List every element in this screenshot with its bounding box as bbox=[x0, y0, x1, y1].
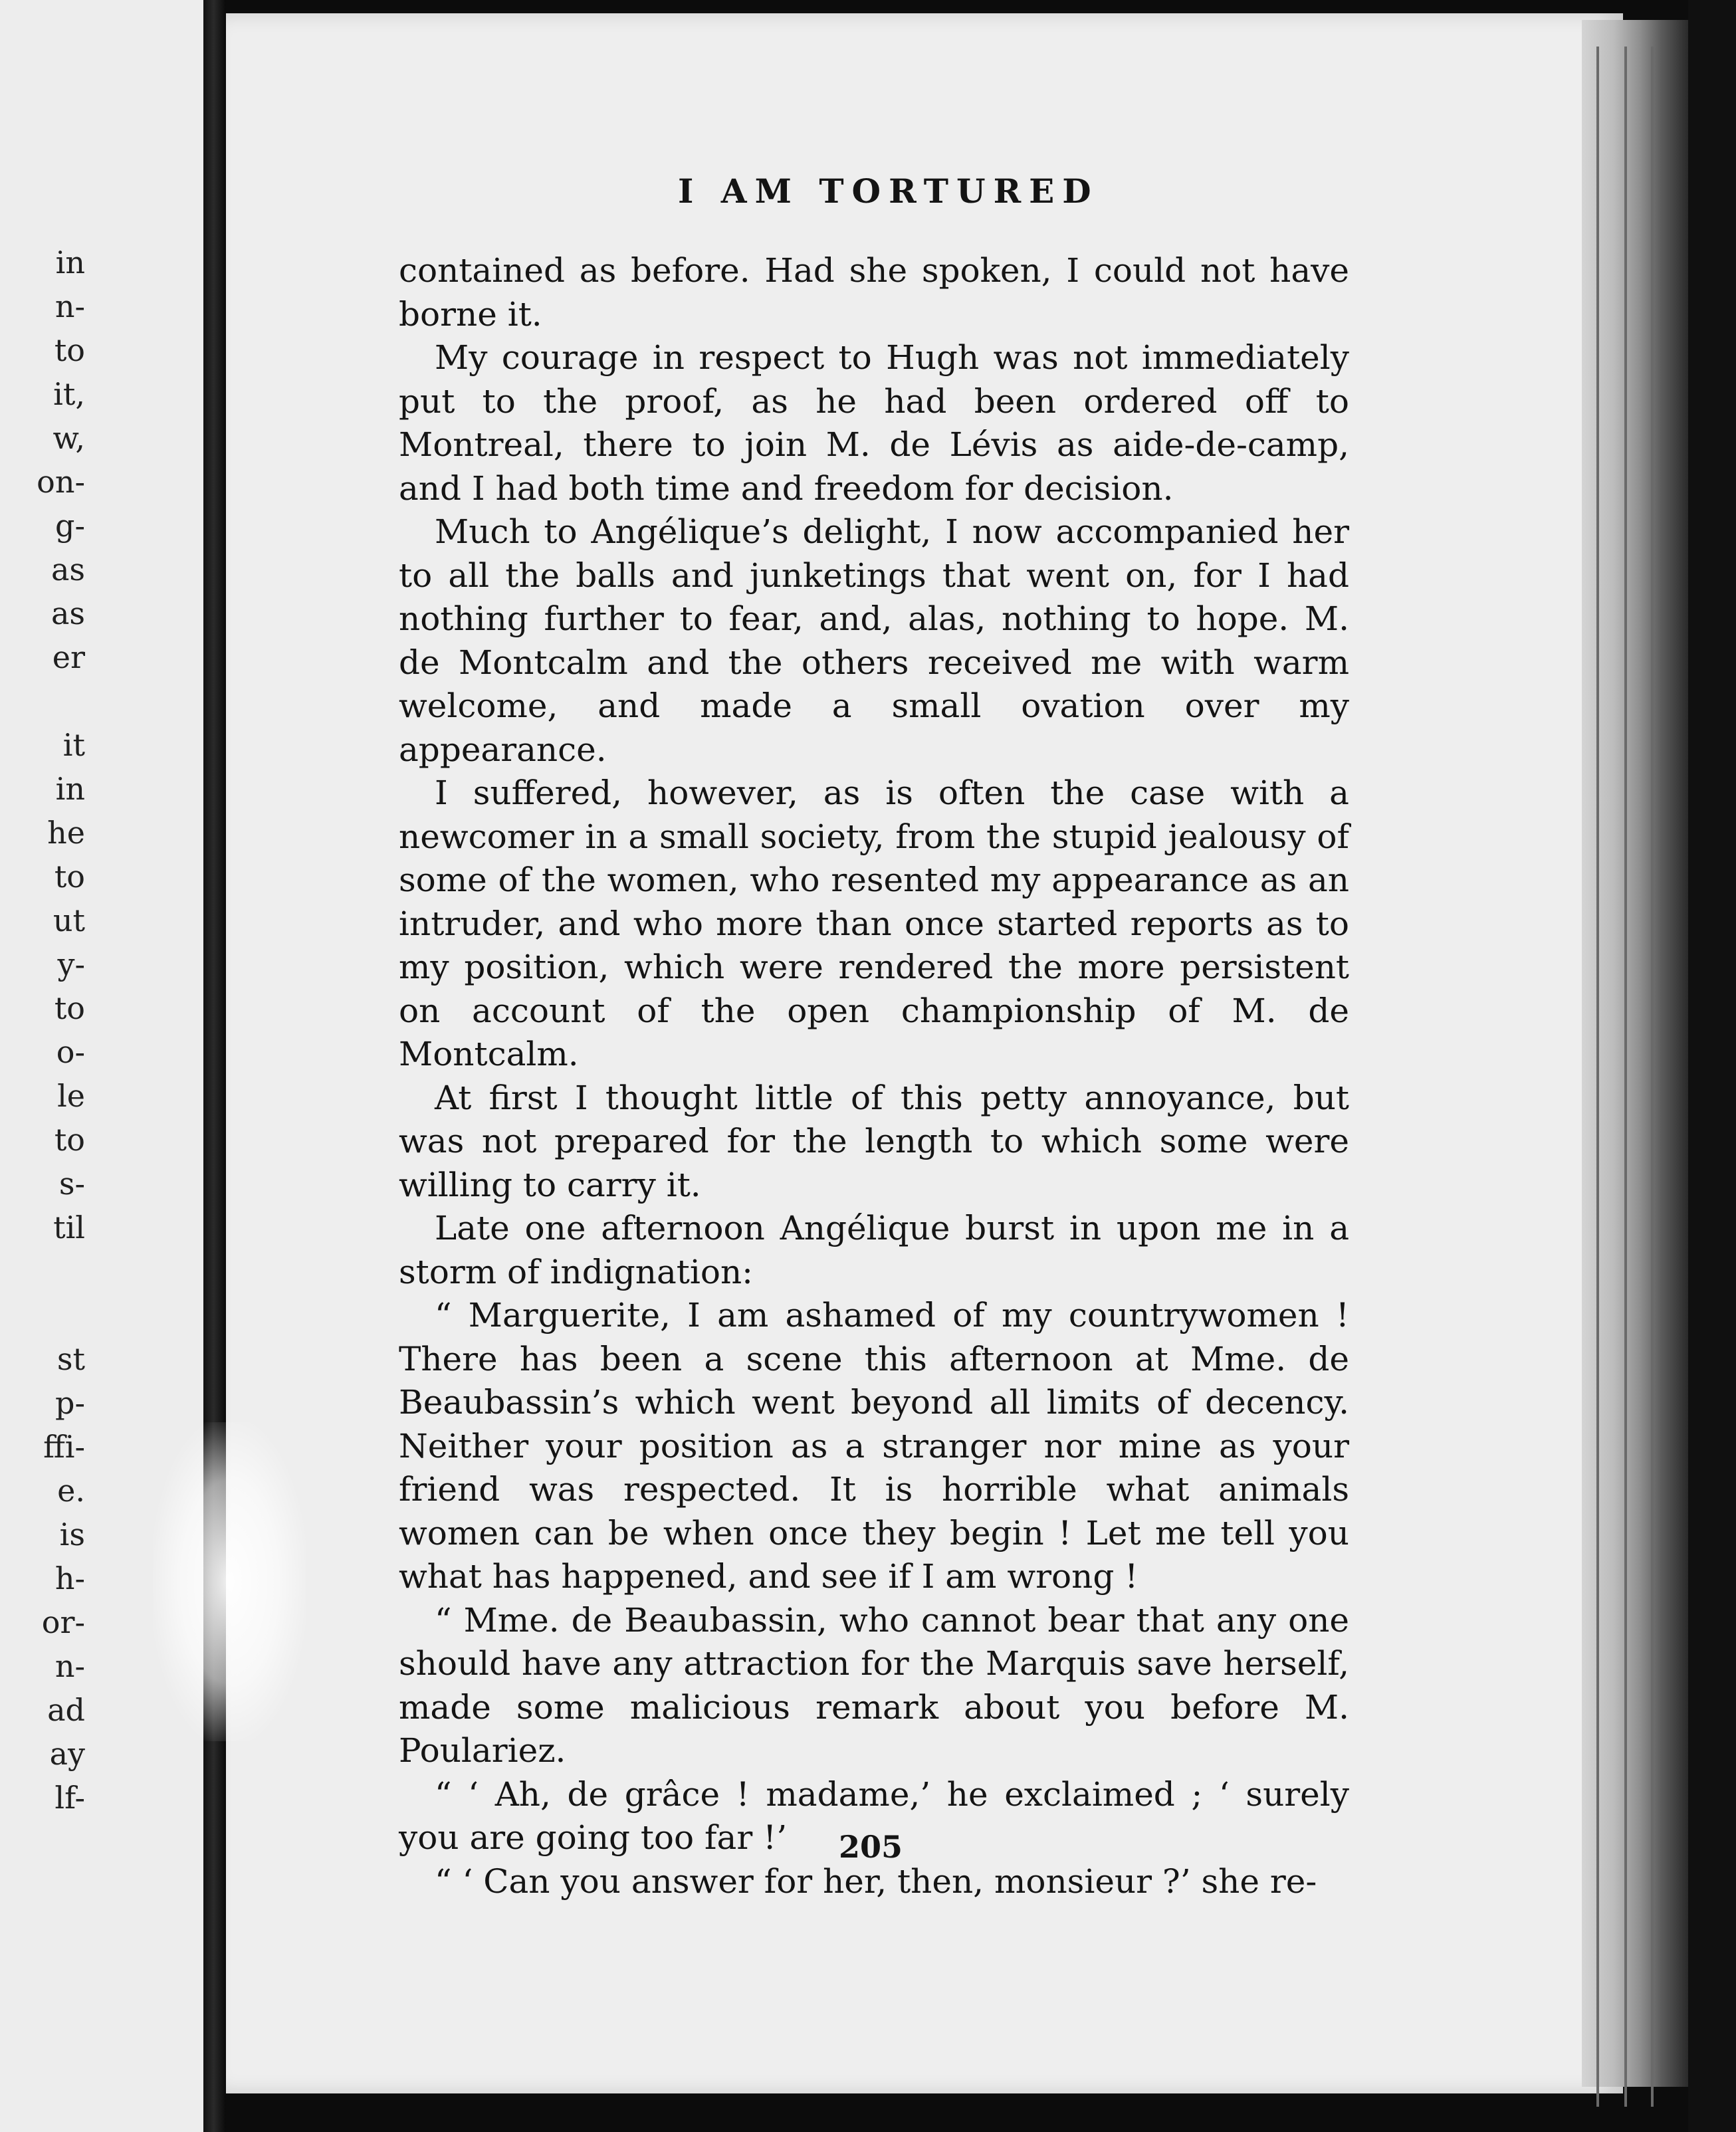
fragment-line: as bbox=[51, 552, 85, 587]
paragraph: Much to Angélique’s delight, I now accompanied her to all the balls and junketings that went on, for I had nothing further to fear, and, alas, nothing to hope. M. de Montcalm and the others received me with warm welcome, and made a small ovation over my appearance. bbox=[399, 512, 1349, 769]
fragment-line: s- bbox=[58, 1166, 85, 1202]
fragment-line: e. bbox=[57, 1473, 85, 1509]
fragment-line: ut bbox=[53, 903, 85, 938]
fragment-line: to bbox=[54, 1122, 85, 1158]
fragment-line: ay bbox=[49, 1736, 85, 1772]
fragment-line: it bbox=[62, 727, 85, 763]
paragraph: My courage in respect to Hugh was not immediately put to the proof, as he had been ordered off to Montreal, there to join M. de Lévis as aide-de-camp, and I had both time and freedom for decision. bbox=[399, 338, 1349, 508]
paragraph: At first I thought little of this petty annoyance, but was not prepared for the length to which some were willing to carry it. bbox=[399, 1078, 1349, 1204]
paragraph: “ Marguerite, I am ashamed of my countrywomen ! There has been a scene this afternoon at Mme. de Beaubassin’s which went beyond all limits of decency. Neither your position as a stranger nor mine as your friend was respected. It is horrible what animals women can be when once they begin ! Let me tell you what has happened, and see if I am wrong ! bbox=[399, 1296, 1349, 1596]
fragment-line: le bbox=[57, 1078, 85, 1114]
fragment-line: it, bbox=[53, 376, 85, 412]
running-head: I AM TORTURED bbox=[678, 171, 1099, 211]
fragment-line: st bbox=[56, 1341, 85, 1377]
fragment-line: ffi- bbox=[43, 1429, 85, 1465]
book-gutter bbox=[203, 0, 226, 2132]
paragraph: “ ‘ Ah, de grâce ! madame,’ he exclaimed ; ‘ surely you are going too far !’ bbox=[399, 1774, 1349, 1857]
paragraph: “ Mme. de Beaubassin, who cannot bear that any one should have any attraction for the Marquis save herself, made some malicious remark about you before M. Poulariez. bbox=[399, 1600, 1349, 1770]
paragraph: I suffered, however, as is often the case with a newcomer in a small society, from the stupid jealousy of some of the women, who resented my appearance as an intruder, and who more than once started reports as to my position, which were rendered the more persistent on account of the open championship of M. de Montcalm. bbox=[399, 774, 1349, 1073]
fragment-line: h- bbox=[54, 1560, 85, 1596]
fragment-line: in bbox=[55, 245, 85, 280]
page-number: 205 bbox=[839, 1829, 903, 1865]
fragment-line: p- bbox=[55, 1385, 85, 1421]
book-spine bbox=[1688, 0, 1736, 2132]
fragment-line: ad bbox=[47, 1692, 85, 1728]
fragment-line: g- bbox=[55, 508, 85, 544]
fragment-line: or- bbox=[41, 1604, 85, 1640]
left-page-margin bbox=[0, 0, 203, 2132]
paragraph: Late one afternoon Angélique burst in upon me in a storm of indignation: bbox=[399, 1209, 1349, 1291]
fragment-line: to bbox=[54, 859, 85, 895]
fragment-line: n- bbox=[54, 288, 85, 324]
body-text bbox=[399, 249, 1349, 1903]
paragraph: contained as before. Had she spoken, I could not have borne it. bbox=[399, 251, 1349, 334]
fragment-line: he bbox=[47, 815, 85, 851]
fragment-line: is bbox=[59, 1517, 85, 1552]
fragment-line: in bbox=[55, 771, 85, 807]
fragment-line: til bbox=[53, 1210, 85, 1245]
scan-blur-patch bbox=[153, 1422, 306, 1741]
paragraph: “ ‘ Can you answer for her, then, monsieur ?’ she re- bbox=[435, 1862, 1317, 1901]
page-edge-line bbox=[1596, 47, 1599, 2107]
fragment-line: er bbox=[52, 639, 85, 675]
fragment-line: as bbox=[51, 595, 85, 631]
fragment-line: y- bbox=[57, 946, 85, 982]
left-page-text-fragments bbox=[0, 0, 203, 2132]
page-edge-line bbox=[1651, 47, 1654, 2107]
page-stack-edge bbox=[1582, 20, 1688, 2087]
fragment-line: lf- bbox=[54, 1780, 85, 1816]
fragment-line: o- bbox=[56, 1034, 85, 1070]
fragment-line: n- bbox=[54, 1648, 85, 1684]
fragment-line: w, bbox=[53, 420, 85, 456]
fragment-line: to bbox=[54, 332, 85, 368]
fragment-line: to bbox=[54, 990, 85, 1026]
page-edge-line bbox=[1624, 47, 1627, 2107]
fragment-line: on- bbox=[37, 464, 85, 500]
